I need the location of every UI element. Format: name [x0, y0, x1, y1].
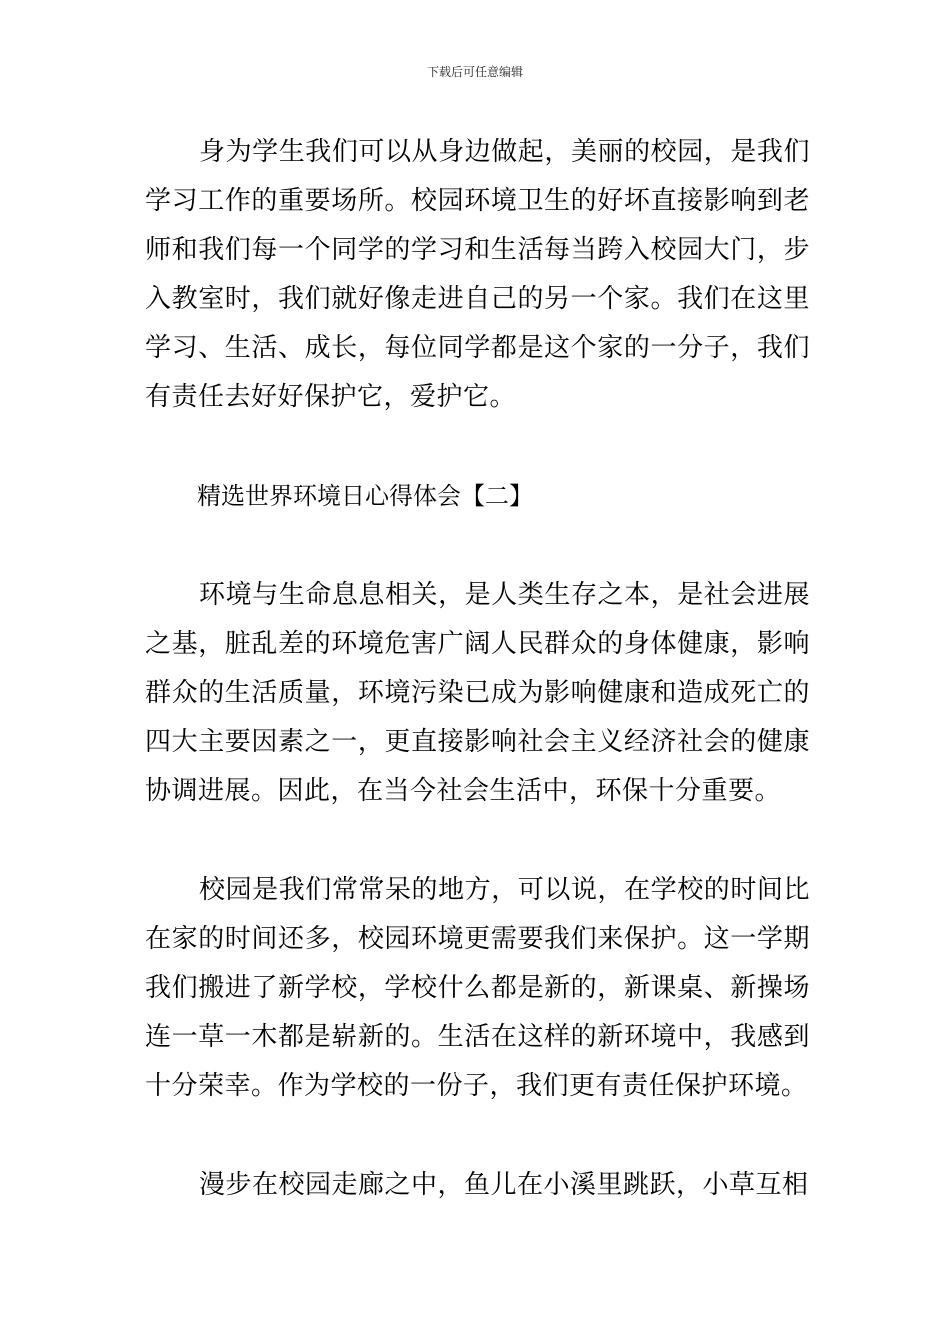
paragraph-gap: [145, 816, 810, 866]
document-body: [145, 128, 810, 1210]
section-heading: 精选世界环境日心得体会【二】: [197, 482, 533, 510]
paragraph-2: 环境与生命息息相关，是人类生存之本，是社会进展之基，脏乱差的环境危害广阔人民群众的身体健康，影响群众的生活质量，环境污染已成为影响健康和造成死亡的四大主要因素之一，更直接影响社会主义经济社会的健康协调进展。因此，在当今社会生活中，环保十分重要。: [145, 580, 810, 806]
paragraph-1: 身为学生我们可以从身边做起，美丽的校园，是我们学习工作的重要场所。校园环境卫生的好坏直接影响到老师和我们每一个同学的学习和生活每当跨入校园大门，步入教室时，我们就好像走进自己的另一个家。我们在这里学习、生活、成长，每位同学都是这个家的一分子，我们有责任去好好保护它，爱护它。: [145, 137, 810, 412]
paragraph-gap: [145, 422, 810, 472]
paragraph-4: 漫步在校园走廊之中，鱼儿在小溪里跳跃，小草互相: [199, 1170, 809, 1200]
paragraph-gap: [145, 1111, 810, 1161]
page-header-note: 下载后可任意编辑: [426, 65, 523, 79]
paragraph-gap: [145, 521, 810, 571]
paragraph-3: 校园是我们常常呆的地方，可以说，在学校的时间比在家的时间还多，校园环境更需要我们来保护。这一学期我们搬进了新学校，学校什么都是新的，新课桌、新操场连一草一木都是崭新的。生活在这样的新环境中，我感到十分荣幸。作为学校的一份子，我们更有责任保护环境。: [145, 875, 810, 1101]
